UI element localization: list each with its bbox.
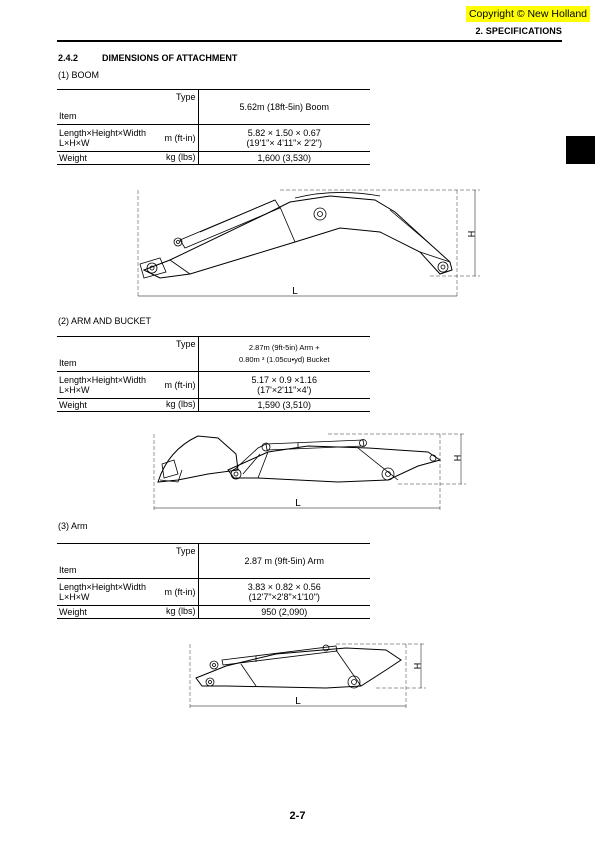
dims-value-line1: 5.82 × 1.50 × 0.67: [247, 128, 321, 138]
dims-unit: m (ft-in): [164, 133, 196, 143]
dims-label-line2: L×H×W: [59, 138, 90, 148]
boom-heading: (1) BOOM: [58, 70, 100, 80]
type-value-line2: 0.80m ³ (1.05cu•yd) Bucket: [238, 355, 330, 364]
type-label: Type: [175, 339, 196, 349]
weight-label-cell: [57, 152, 198, 165]
weight-unit: kg (lbs): [165, 152, 196, 162]
dims-label-line2: L×H×W: [59, 592, 90, 602]
item-label: Item: [59, 565, 77, 575]
dims-value-line2: (12'7"×2'8"×1'10"): [248, 592, 320, 602]
dims-unit: m (ft-in): [164, 380, 196, 390]
type-item-header: [57, 90, 198, 125]
length-label: L: [295, 498, 301, 509]
weight-value: 1,590 (3,510): [198, 399, 370, 412]
item-label: Item: [59, 111, 77, 121]
dims-label-line1: Length×Height×Width: [59, 375, 147, 385]
dims-value-line1: 3.83 × 0.82 × 0.56: [247, 582, 321, 592]
header-divider: [57, 40, 562, 42]
weight-label-cell: [57, 399, 198, 412]
arm-bucket-heading: (2) ARM AND BUCKET: [58, 316, 152, 326]
chapter-title: 2. SPECIFICATIONS: [475, 26, 562, 36]
dims-label-cell: [57, 579, 198, 606]
dims-label-line1: Length×Height×Width: [59, 128, 147, 138]
type-item-header: [57, 544, 198, 579]
weight-label: Weight: [59, 607, 87, 617]
arm-spec-table: [57, 543, 370, 619]
type-value-line1: 2.87m (9ft-5in) Arm +: [248, 343, 320, 352]
weight-label-cell: [57, 606, 198, 619]
type-label: Type: [175, 92, 196, 102]
height-label: H: [466, 230, 476, 238]
dims-unit: m (ft-in): [164, 587, 196, 597]
arm-bucket-type-value: [198, 337, 370, 372]
dims-label-line1: Length×Height×Width: [59, 582, 147, 592]
arm-type-value: 2.87 m (9ft-5in) Arm: [198, 544, 370, 579]
weight-value: 1,600 (3,530): [198, 152, 370, 165]
arm-heading: (3) Arm: [58, 521, 88, 531]
length-label: L: [292, 286, 298, 297]
weight-value: 950 (2,090): [198, 606, 370, 619]
weight-unit: kg (lbs): [165, 399, 196, 409]
height-label: H: [452, 454, 462, 462]
dims-value-line2: (19'1"× 4'11"× 2'2"): [246, 138, 323, 148]
dims-label-cell: [57, 125, 198, 152]
item-label: Item: [59, 358, 77, 368]
arm-dimension-drawing: [186, 640, 426, 710]
dims-label-cell: [57, 372, 198, 399]
dims-value-cell: [198, 125, 370, 152]
weight-label: Weight: [59, 400, 87, 410]
weight-label: Weight: [59, 153, 87, 163]
boom-dimension-drawing: [130, 182, 480, 302]
weight-unit: kg (lbs): [165, 606, 196, 616]
type-label: Type: [175, 546, 196, 556]
section-title: DIMENSIONS OF ATTACHMENT: [102, 53, 238, 63]
height-label: H: [412, 662, 422, 670]
dims-value-cell: [198, 372, 370, 399]
dims-value-cell: [198, 579, 370, 606]
arm-bucket-dimension-drawing: [148, 430, 466, 512]
boom-type-value: 5.62m (18ft-5in) Boom: [198, 90, 370, 125]
dims-value-line1: 5.17 × 0.9 ×1.16: [251, 375, 318, 385]
type-item-header: [57, 337, 198, 372]
copyright-badge: Copyright © New Holland: [466, 6, 590, 22]
dims-value-line2: (17'×2'11"×4'): [257, 385, 312, 395]
dims-label-line2: L×H×W: [59, 385, 90, 395]
boom-spec-table: [57, 89, 370, 165]
chapter-tab-marker: [566, 136, 595, 164]
length-label: L: [295, 696, 301, 707]
section-number: 2.4.2: [58, 53, 79, 63]
arm-bucket-spec-table: [57, 336, 370, 412]
page-number: 2-7: [289, 810, 306, 822]
